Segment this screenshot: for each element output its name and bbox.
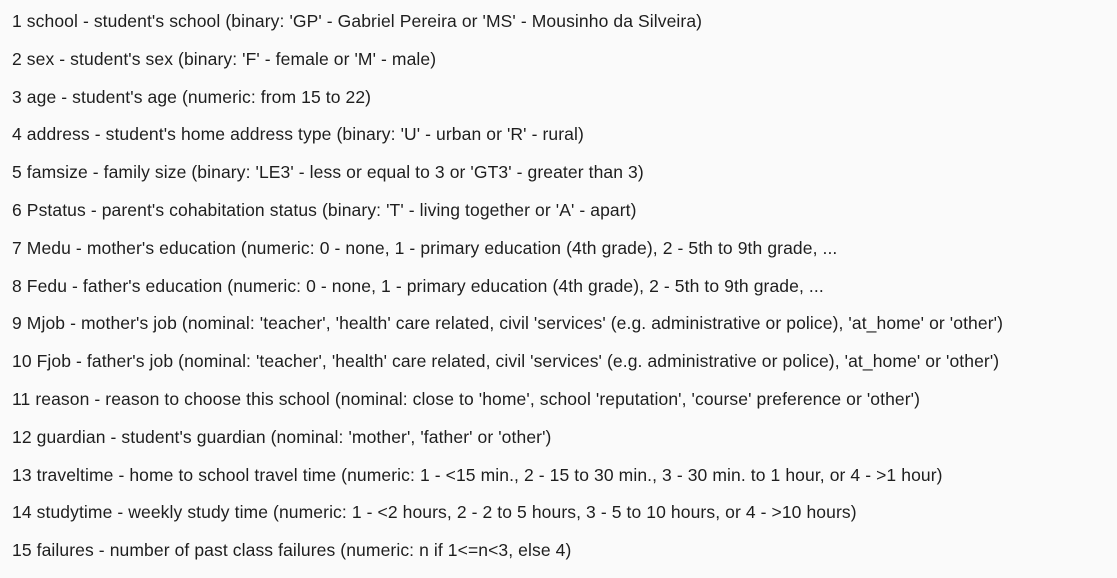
attribute-line-fjob: 10 Fjob - father's job (nominal: 'teacher', 'health' care related, civil 'services' (e.g. administrative or police), 'at_home' or 'other') [12,351,1000,372]
attribute-line-age: 3 age - student's age (numeric: from 15 to 22) [12,86,372,107]
attribute-line-traveltime: 13 traveltime - home to school travel time (numeric: 1 - <15 min., 2 - 15 to 30 min., 3 - 30 min. to 1 hour, or 4 - >1 hour) [12,464,943,485]
attribute-line-guardian: 12 guardian - student's guardian (nominal: 'mother', 'father' or 'other') [12,426,552,447]
attribute-line-famsize: 5 famsize - family size (binary: 'LE3' - less or equal to 3 or 'GT3' - greater than 3) [12,162,644,183]
attribute-line-medu: 7 Medu - mother's education (numeric: 0 - none, 1 - primary education (4th grade), 2 - 5th to 9th grade, ... [12,237,838,258]
attribute-line-address: 4 address - student's home address type (binary: 'U' - urban or 'R' - rural) [12,124,584,145]
attribute-line-mjob: 9 Mjob - mother's job (nominal: 'teacher', 'health' care related, civil 'services' (e.g. administrative or police), 'at_home' or 'other') [12,313,1003,334]
attribute-line-sex: 2 sex - student's sex (binary: 'F' - female or 'M' - male) [12,48,437,69]
attribute-line-studytime: 14 studytime - weekly study time (numeric: 1 - <2 hours, 2 - 2 to 5 hours, 3 - 5 to 10 hours, or 4 - >10 hours) [12,502,857,523]
attribute-line-fedu: 8 Fedu - father's education (numeric: 0 - none, 1 - primary education (4th grade), 2 - 5th to 9th grade, ... [12,275,824,296]
attribute-line-reason: 11 reason - reason to choose this school (nominal: close to 'home', school 'reputation', 'course' preference or 'other') [12,388,921,409]
attribute-line-failures: 15 failures - number of past class failures (numeric: n if 1<=n<3, else 4) [12,540,572,561]
attribute-line-school: 1 school - student's school (binary: 'GP' - Gabriel Pereira or 'MS' - Mousinho da Silveira) [12,11,703,31]
attribute-line-pstatus: 6 Pstatus - parent's cohabitation status (binary: 'T' - living together or 'A' - apart) [12,199,637,220]
